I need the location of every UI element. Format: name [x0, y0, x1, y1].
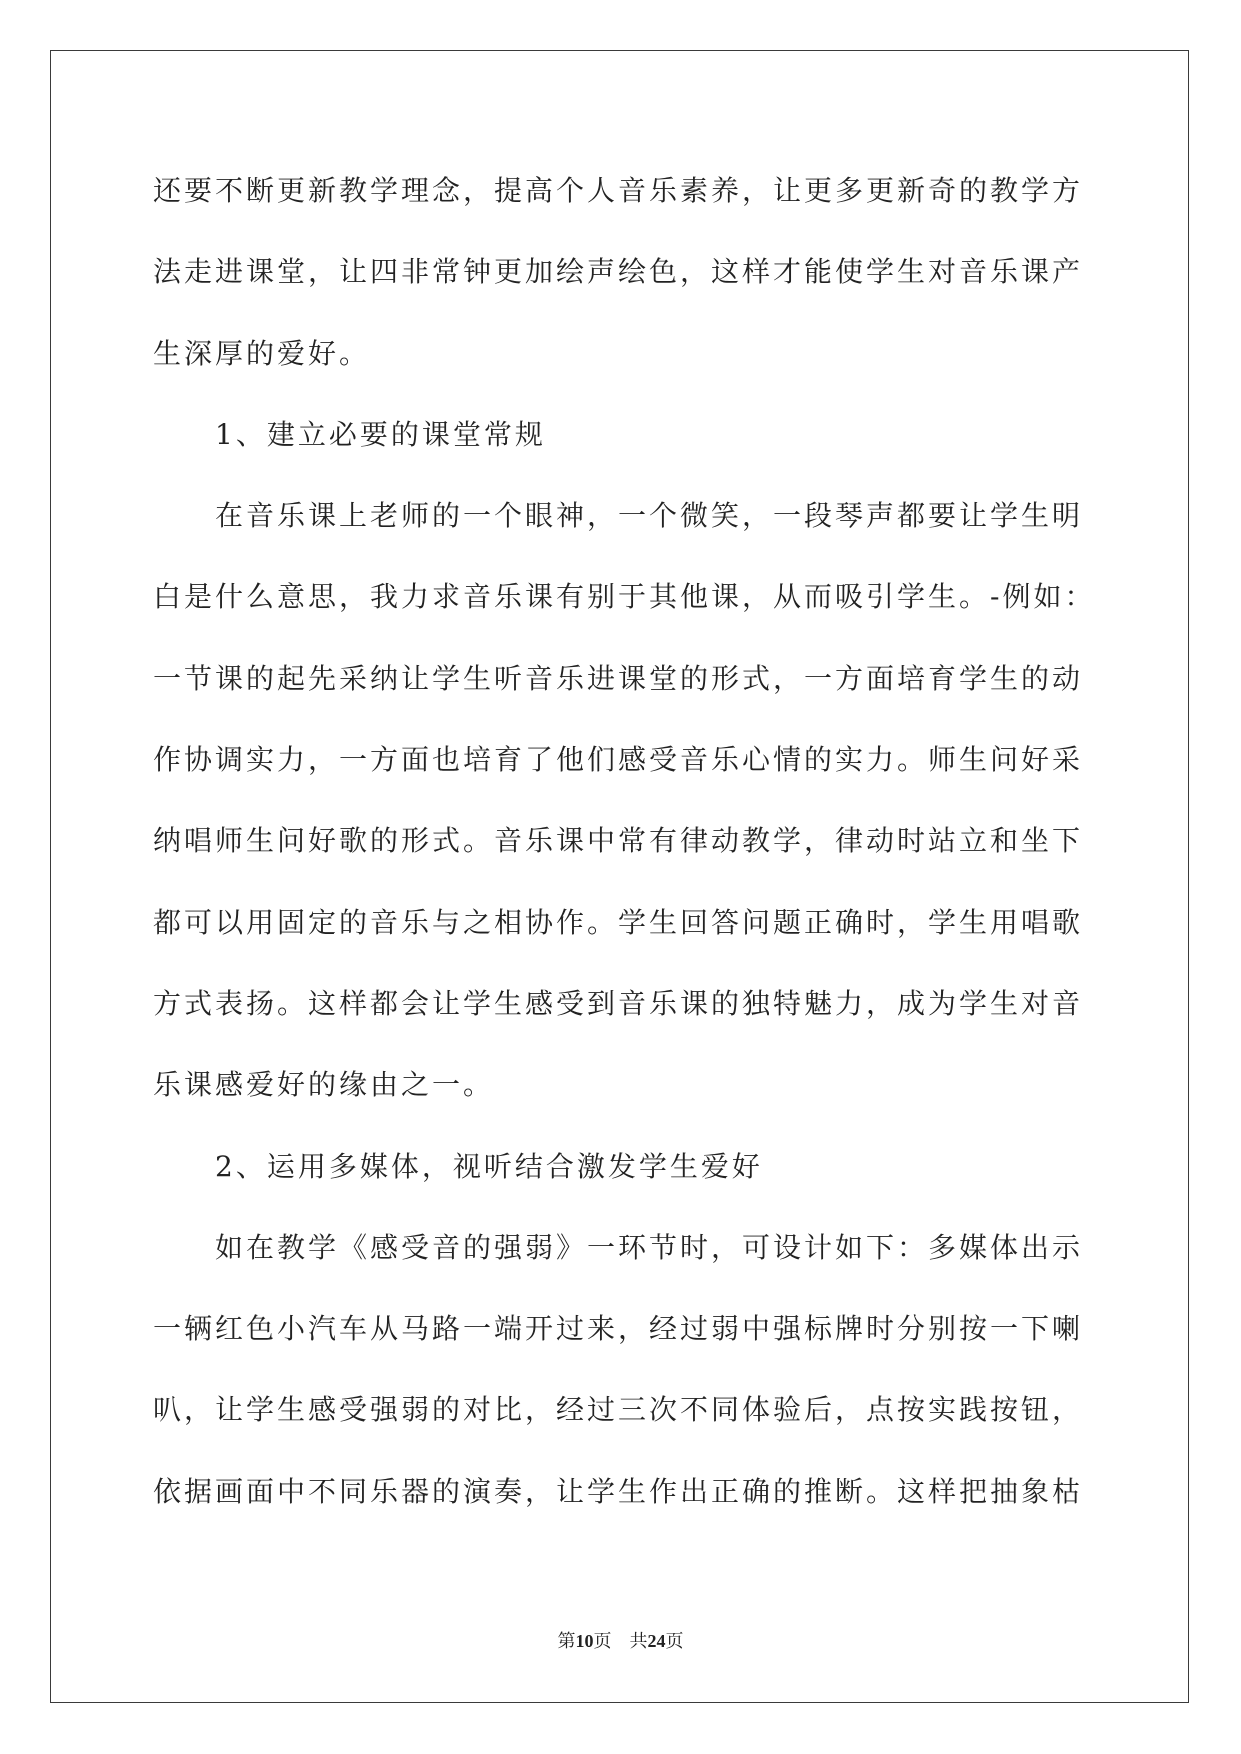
total-pages-prefix: 共 [629, 1631, 648, 1651]
text-line: 作协调实力，一方面也培育了他们感受音乐心情的实力。师生问好采 [153, 743, 1084, 777]
paragraph-start: 如在教学《感受音的强弱》一环节时，可设计如下：多媒体出示 [215, 1230, 1084, 1264]
document-body [153, 150, 1103, 1532]
page-footer [0, 1628, 1241, 1654]
text-line: 依据画面中不同乐器的演奏，让学生作出正确的推断。这样把抽象枯 [153, 1474, 1084, 1508]
text-line: 生深厚的爱好。 [153, 336, 371, 370]
text-line: 一节课的起先采纳让学生听音乐进课堂的形式，一方面培育学生的动 [153, 661, 1084, 695]
text-line: 白是什么意思，我力求音乐课有别于其他课，从而吸引学生。-例如： [153, 580, 1096, 614]
text-line: 乐课感爱好的缘由之一。 [153, 1068, 495, 1102]
section-heading-2: 2、运用多媒体，视听结合激发学生爱好 [215, 1149, 763, 1183]
text-line: 叭，让学生感受强弱的对比，经过三次不同体验后，点按实践按钮， [153, 1393, 1084, 1427]
text-line: 方式表扬。这样都会让学生感受到音乐课的独特魅力，成为学生对音 [153, 986, 1084, 1020]
page-number-suffix: 页 [593, 1631, 612, 1651]
text-line: 还要不断更新教学理念，提高个人音乐素养，让更多更新奇的教学方 [153, 174, 1084, 207]
section-heading-1: 1、建立必要的课堂常规 [215, 417, 546, 451]
total-pages-number: 24 [647, 1631, 666, 1651]
text-line: 一辆红色小汽车从马路一端开过来，经过弱中强标牌时分别按一下喇 [153, 1312, 1084, 1346]
text-line: 都可以用固定的音乐与之相协作。学生回答问题正确时，学生用唱歌 [153, 905, 1084, 939]
text-line: 法走进课堂，让四非常钟更加绘声绘色，这样才能使学生对音乐课产 [153, 255, 1084, 289]
page-number-prefix: 第 [557, 1631, 576, 1651]
total-pages-suffix: 页 [665, 1631, 684, 1651]
text-line: 纳唱师生问好歌的形式。音乐课中常有律动教学，律动时站立和坐下 [153, 824, 1084, 858]
current-page-number: 10 [575, 1631, 594, 1651]
paragraph-start: 在音乐课上老师的一个眼神，一个微笑，一段琴声都要让学生明 [215, 499, 1084, 533]
